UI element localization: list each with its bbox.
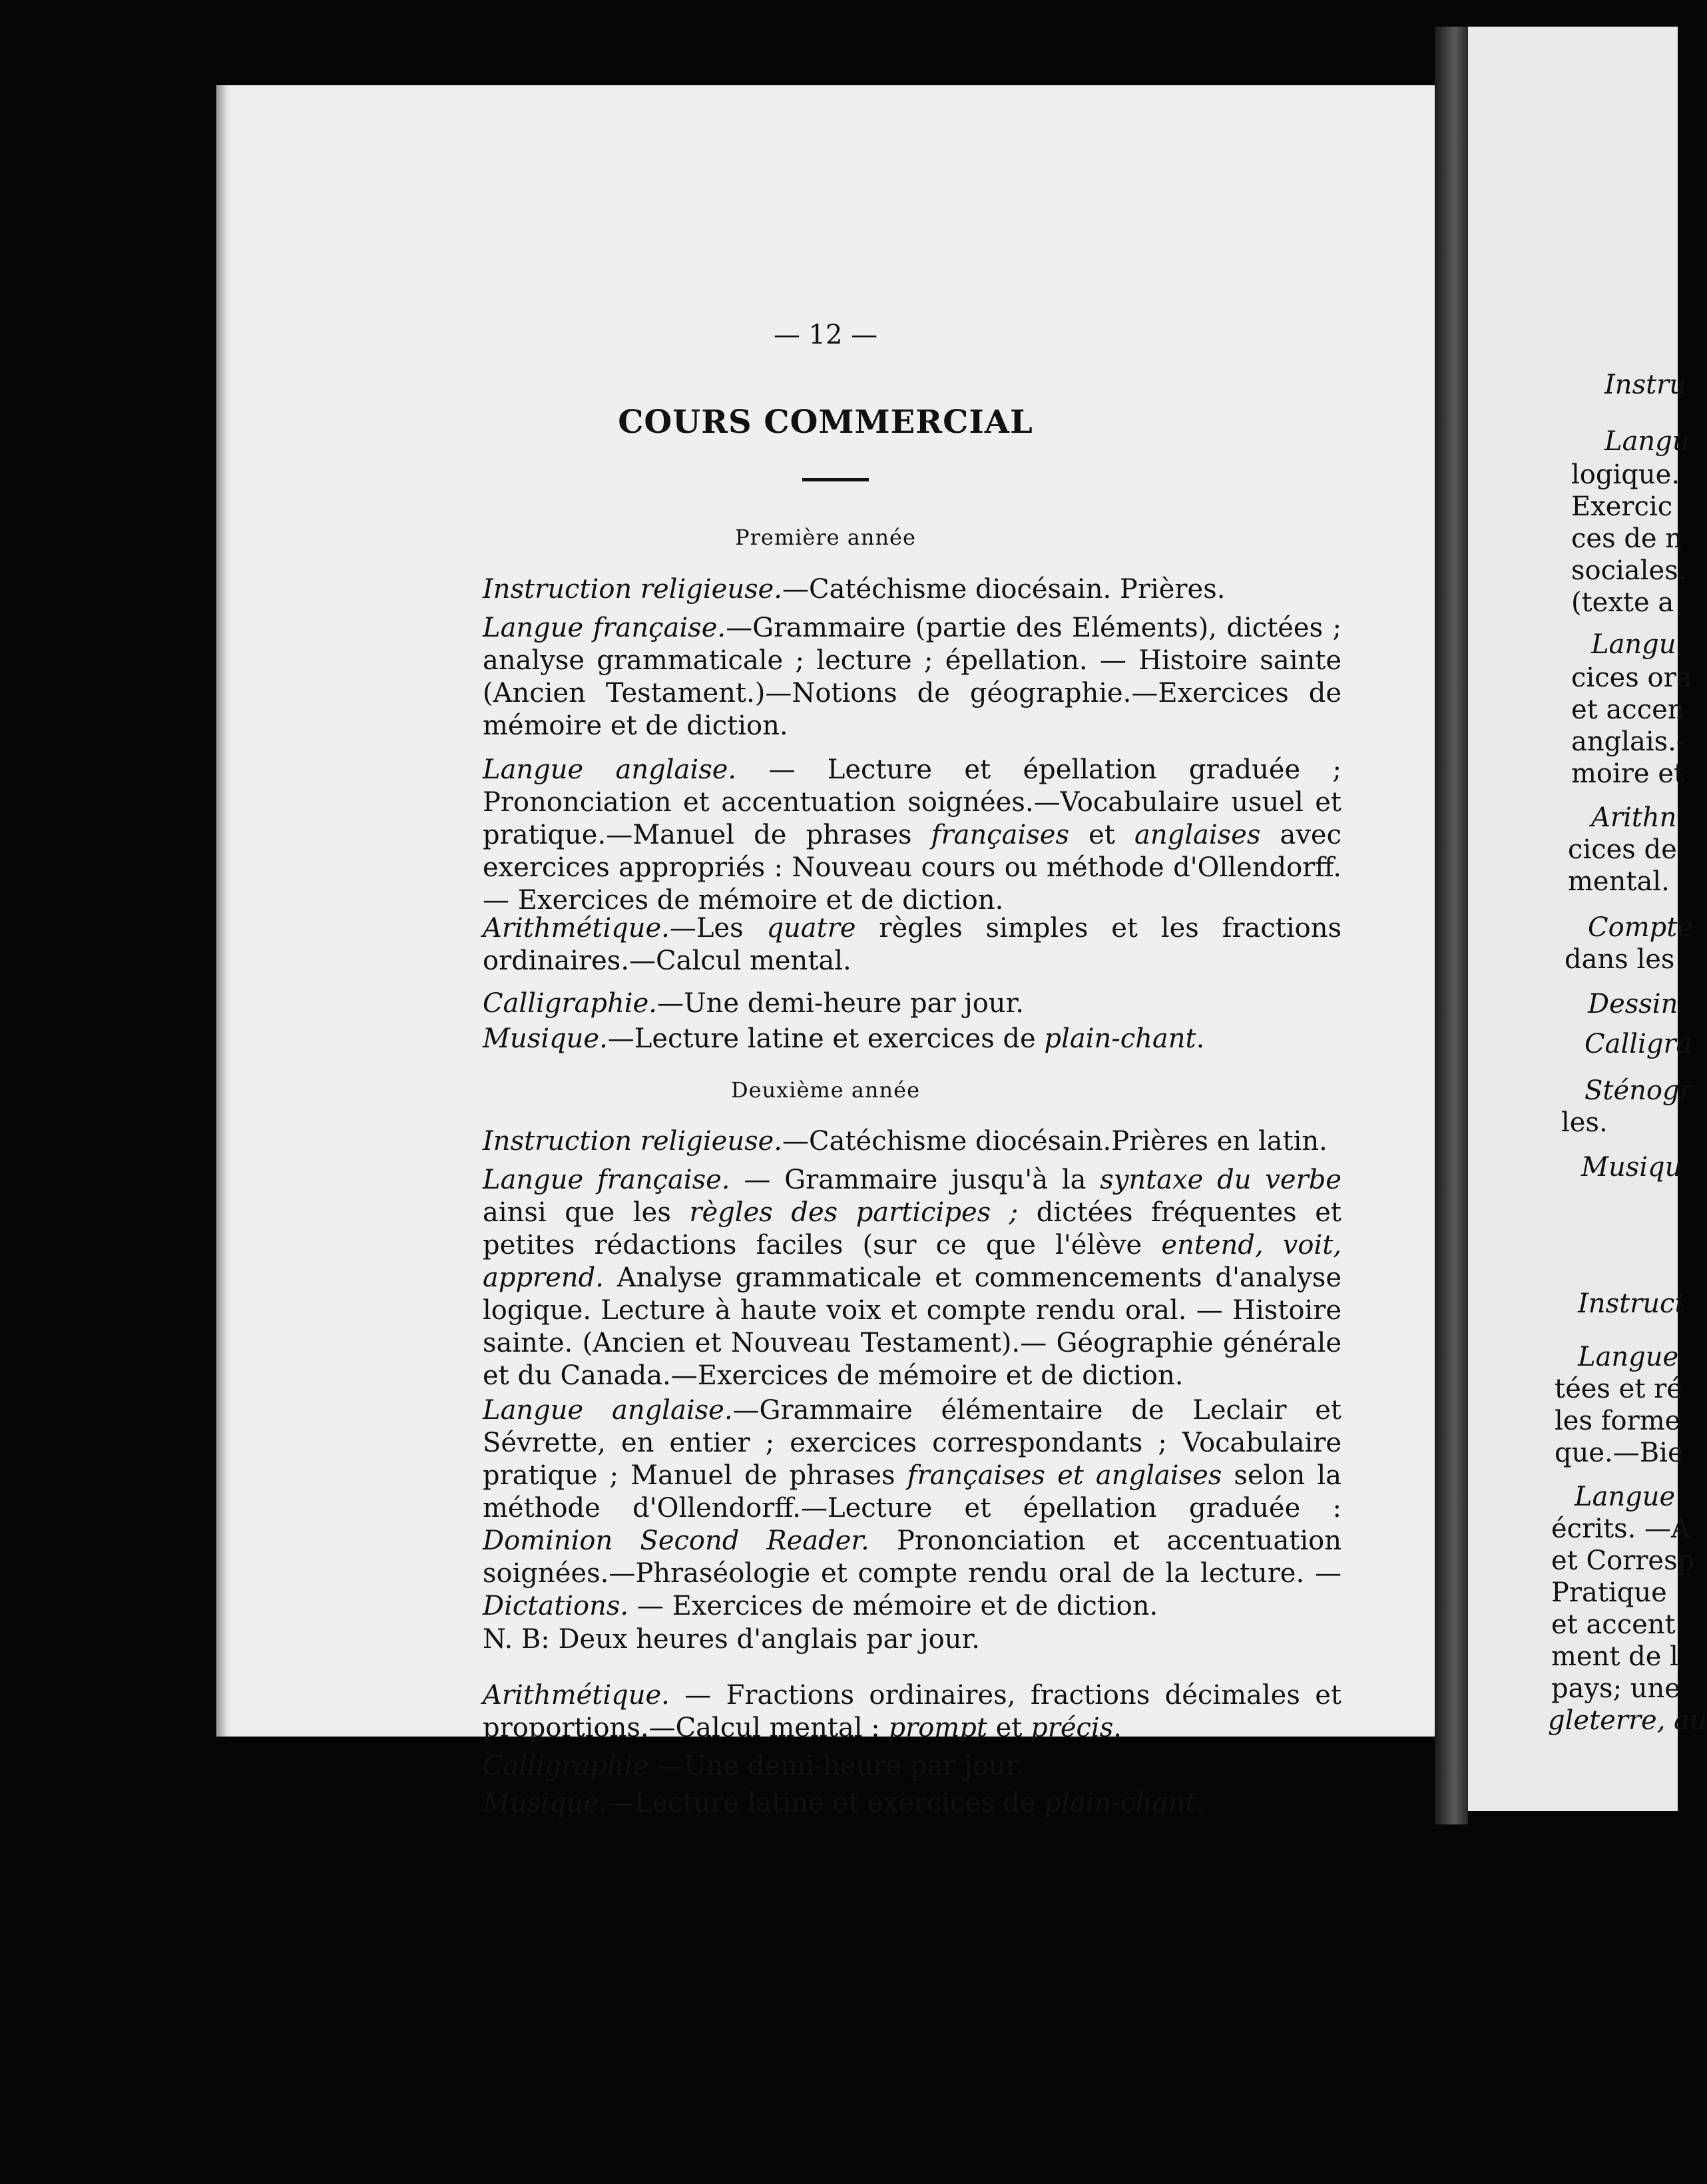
paragraph [483, 573, 1341, 606]
right-line: Langu [1604, 426, 1690, 457]
paragraph-italic: anglaises [1134, 820, 1261, 850]
right-line: logique. [1571, 459, 1680, 490]
paragraph-lead: Calligraphie [483, 1751, 649, 1781]
right-line: et accent [1551, 1609, 1676, 1640]
right-line: Langu [1591, 629, 1676, 660]
title-rule [802, 478, 869, 481]
left-page [216, 85, 1435, 1818]
right-line: que.—Bie [1555, 1438, 1684, 1468]
paragraph-text: règles simples et les fractions ordinaires.—Calcul mental. [483, 913, 1341, 976]
paragraph-lead: Arithmétique. [483, 913, 670, 944]
paragraph-text: et [987, 1713, 1031, 1743]
right-line: dans les [1565, 944, 1675, 975]
right-line: Musiqu [1581, 1152, 1682, 1183]
paragraph [483, 1023, 1341, 1055]
paragraph-lead: Langue anglaise. [483, 754, 737, 785]
right-line: moire et [1571, 758, 1685, 789]
paragraph-lead: Langue française. [483, 1165, 730, 1195]
book-gutter [1435, 27, 1468, 1824]
paragraph-lead: Instruction religieuse. [483, 1126, 782, 1157]
page-title: COURS COMMERCIAL [618, 404, 1033, 441]
right-line: Sténogr [1585, 1075, 1692, 1106]
paragraph-lead: Instruction religieuse. [483, 574, 782, 605]
paragraph-lead: Musique. [483, 1023, 608, 1054]
paragraph-lead: Langue française. [483, 613, 726, 643]
right-line: Instru [1604, 370, 1687, 400]
paragraph [483, 612, 1341, 742]
right-line: Pratique [1551, 1577, 1667, 1608]
paragraph-text: —Une demi-heure par jour. [656, 988, 1025, 1019]
right-line: sociales. [1571, 555, 1687, 586]
right-line: et accen [1571, 694, 1685, 725]
paragraph-lead: Calligraphie. [483, 988, 657, 1019]
paragraph-text: — Fractions ordinaires, fractions décimales et proportions.—Calcul mental : [483, 1680, 1341, 1743]
paragraph [483, 912, 1341, 977]
right-line: Langue [1578, 1342, 1679, 1372]
paragraph-text: et [1069, 820, 1134, 850]
paragraph-italic: syntaxe du verbe [1100, 1165, 1341, 1195]
paragraph [483, 754, 1341, 917]
paragraph-text: selon la méthode d'Ollendorff.—Lecture et épellation graduée : [483, 1460, 1342, 1523]
section-heading-deuxieme: Deuxième année [730, 1077, 921, 1103]
right-page [1468, 27, 1707, 1811]
paragraph [483, 1125, 1341, 1158]
paragraph-text: —Une demi-heure par jour. [648, 1751, 1025, 1781]
paragraph-italic: Dominion Second Reader. [483, 1525, 869, 1556]
right-line: Langue [1575, 1482, 1676, 1512]
section-heading-premiere: Première année [735, 525, 916, 550]
paragraph-italic: règles des participes ; [689, 1197, 1019, 1228]
paragraph [483, 1750, 1341, 1782]
paragraph-text: . [1113, 1713, 1122, 1743]
right-line: Dessin [1588, 989, 1678, 1019]
right-line: mental. [1568, 866, 1670, 897]
right-line: tées et ré [1555, 1374, 1682, 1404]
right-line: Compte [1588, 912, 1693, 943]
right-line: Calligra [1585, 1029, 1692, 1059]
right-line: Exercic [1571, 491, 1673, 522]
paragraph-italic: plain-chant [1044, 1023, 1196, 1054]
paragraph-text: —Lecture latine et exercices de [607, 1023, 1045, 1054]
paragraph-italic: quatre [766, 913, 856, 944]
right-line: cices de [1568, 834, 1677, 865]
paragraph-text: — Exercices de mémoire et de diction. [628, 1591, 1158, 1621]
paragraph-text: N. B: Deux heures d'anglais par jour. [483, 1624, 980, 1655]
paragraph [483, 1679, 1341, 1745]
right-line: les forme [1555, 1406, 1681, 1436]
right-line: pays; une [1551, 1673, 1680, 1704]
paragraph [483, 1394, 1341, 1623]
paragraph-nb [483, 1623, 1341, 1656]
right-line: les. [1561, 1107, 1608, 1138]
right-line: anglais.- [1571, 726, 1686, 757]
paragraph-text: — Grammaire jusqu'à la [730, 1165, 1100, 1195]
right-line: Arithn [1591, 802, 1677, 833]
right-line: ment de l [1551, 1641, 1678, 1672]
paragraph-text: —Grammaire (partie des Eléments), dictées ; analyse grammaticale ; lecture ; épellation. — Histoire sainte (Ancien Testament.)—Notions de géographie.—Exercices de mémoire et de diction. [483, 613, 1342, 741]
page-number: — 12 — [773, 320, 878, 350]
right-line: gleterre, au [1548, 1705, 1707, 1736]
paragraph-text: dictées fréquentes et petites rédactions faciles (sur ce que l'élève [483, 1197, 1341, 1260]
paragraph-text: ainsi que les [483, 1197, 690, 1228]
paragraph-text: —Catéchisme diocésain. Prières. [782, 574, 1226, 605]
right-line: cices ora [1571, 663, 1692, 693]
paragraph [483, 1787, 1341, 1820]
paragraph [483, 987, 1341, 1020]
paragraph-lead: Langue anglaise. [483, 1395, 733, 1426]
paragraph-text: —Grammaire élémentaire de Leclair et Sévrette, en entier ; exercices correspondants ; Vocabulaire pratique ; Manuel de phrases [483, 1395, 1341, 1491]
paragraph-italic: prompt [888, 1713, 987, 1743]
paragraph-italic: françaises [931, 820, 1069, 850]
right-line: ces de n [1571, 523, 1683, 554]
paragraph-text: . [1196, 1023, 1205, 1054]
right-line: Instruct [1578, 1288, 1686, 1319]
paragraph-italic: entend, voit, apprend. [483, 1230, 1341, 1293]
paragraph-italic: françaises et anglaises [907, 1460, 1222, 1491]
right-line: et Corresp [1551, 1545, 1695, 1576]
paragraph-text: avec exercices appropriés : Nouveau cours ou méthode d'Ollendorff. — Exercices de mémoire et de diction. [483, 820, 1341, 916]
paragraph-lead: Musique. [483, 1788, 608, 1818]
paragraph-text: Analyse grammaticale et commencements d'analyse logique. Lecture à haute voix et compte rendu oral. — Histoire sainte. (Ancien et Nouveau Testament).— Géographie générale et du Canada.—Exercices de mémoire et de diction. [483, 1262, 1341, 1391]
paragraph-italic: plain-chant [1044, 1788, 1196, 1818]
paragraph-italic: précis [1031, 1713, 1114, 1743]
paragraph-text: —Lecture latine et exercices de [607, 1788, 1045, 1818]
paragraph-text: —Les [669, 913, 767, 944]
paragraph-text: . [1196, 1788, 1205, 1818]
paragraph-text: — Lecture et épellation graduée ; Prononciation et accentuation soignées.—Vocabulaire usuel et pratique.—Manuel de phrases [483, 754, 1341, 850]
right-line: (texte a [1571, 587, 1674, 618]
paragraph-text: —Catéchisme diocésain.Prières en latin. [782, 1126, 1328, 1157]
paragraph-text: Prononciation et accentuation soignées.—Phraséologie et compte rendu oral de la lecture. — [483, 1525, 1342, 1589]
paragraph [483, 1164, 1341, 1392]
paragraph-lead: Arithmétique. [483, 1680, 670, 1711]
paragraph-italic: Dictations. [483, 1591, 629, 1621]
right-line: écrits. —A [1551, 1513, 1690, 1544]
